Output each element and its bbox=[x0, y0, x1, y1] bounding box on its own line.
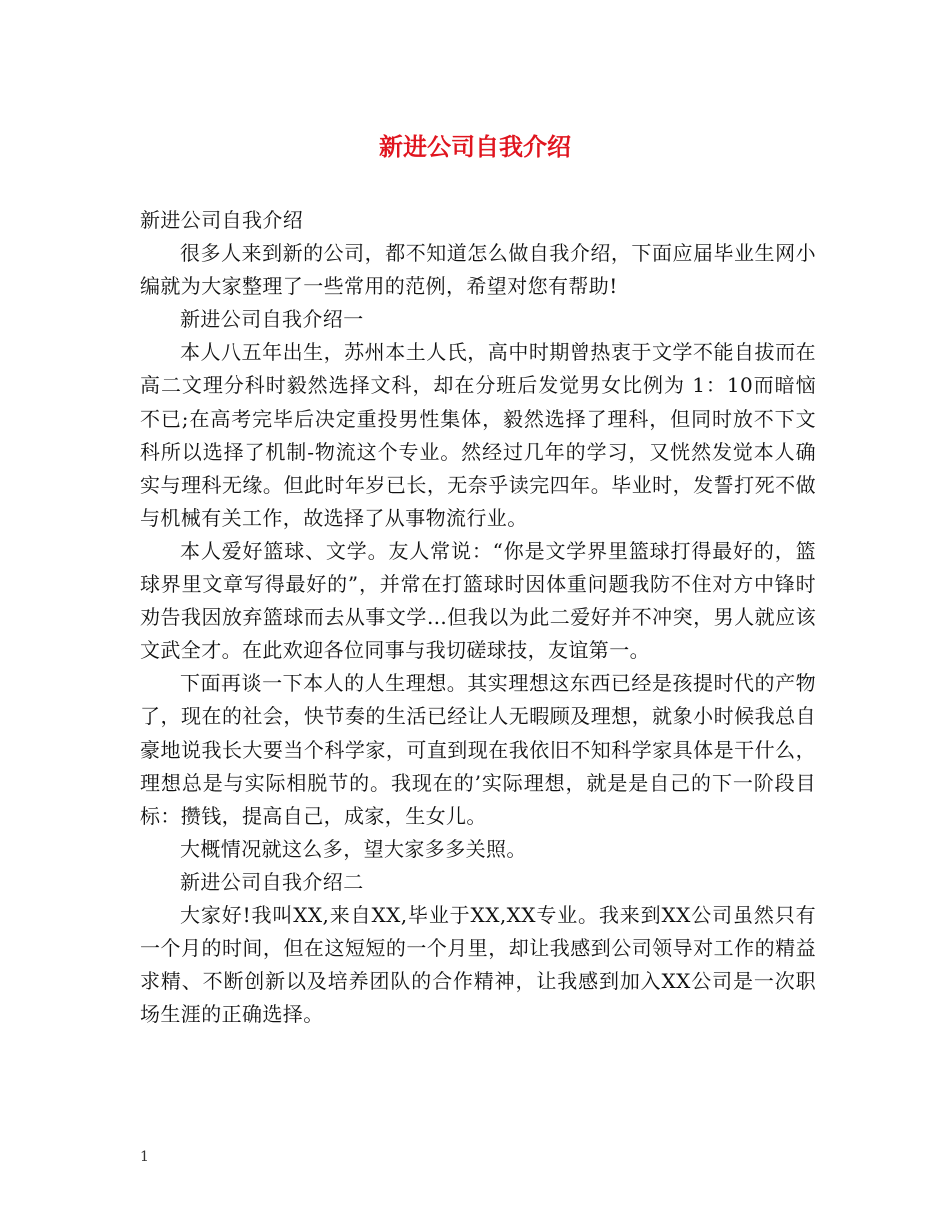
page-number: 1 bbox=[140, 1149, 149, 1165]
document-title: 新进公司自我介绍 bbox=[379, 133, 571, 161]
body-paragraph: 下面再谈一下本人的人生理想。其实理想这东西已经是孩提时代的产物了，现在的社会，快节奏的生活已经让人无暇顾及理想，就象小时候我总自豪地说我长大要当个科学家，可直到现在我依旧不知科学家具体是干什么，理想总是与实际相脱节的。我现在的’实际理想，就是是自己的下一阶段目标：攒钱，提高自己，成家，生女儿。 bbox=[140, 671, 816, 828]
body-paragraph: 大家好!我叫XX,来自XX,毕业于XX,XX专业。我来到XX公司虽然只有一个月的时间，但在这短短的一个月里，却让我感到公司领导对工作的精益求精、不断创新以及培养团队的合作精神，让我感到加入XX公司是一次职场生涯的正确选择。 bbox=[140, 902, 816, 1027]
body-paragraph: 本人八五年出生，苏州本土人氏，高中时期曾热衷于文学不能自拔而在高二文理分科时毅然选择文科，却在分班后发觉男女比例为 1：10而暗恼不已;在高考完毕后决定重投男性集体，毅然选择了理科，但同时放不下文科所以选择了机制-物流这个专业。然经过几年的学习，又恍然发觉本人确实与理科无缘。但此时年岁已长，无奈乎读完四年。毕业时，发誓打死不做与机械有关工作，故选择了从事物流行业。 bbox=[140, 340, 816, 530]
section-heading-two: 新进公司自我介绍二 bbox=[180, 869, 364, 894]
intro-heading: 新进公司自我介绍 bbox=[140, 208, 304, 232]
document-body bbox=[140, 204, 816, 1031]
intro-paragraph: 很多人来到新的公司，都不知道怎么做自我介绍，下面应届毕业生网小编就为大家整理了一些常用的范例，希望对您有帮助! bbox=[140, 241, 816, 299]
section-heading-one: 新进公司自我介绍一 bbox=[180, 307, 364, 332]
body-paragraph: 本人爱好篮球、文学。友人常说：“你是文学界里篮球打得最好的，篮球界里文章写得最好的”，并常在打篮球时因体重问题我防不住对方中锋时劝告我因放弃篮球而去从事文学…但我以为此二爱好并不冲突，男人就应该文武全才。在此欢迎各位同事与我切磋球技，友谊第一。 bbox=[140, 538, 816, 663]
body-paragraph: 大概情况就这么多，望大家多多关照。 bbox=[180, 836, 527, 861]
